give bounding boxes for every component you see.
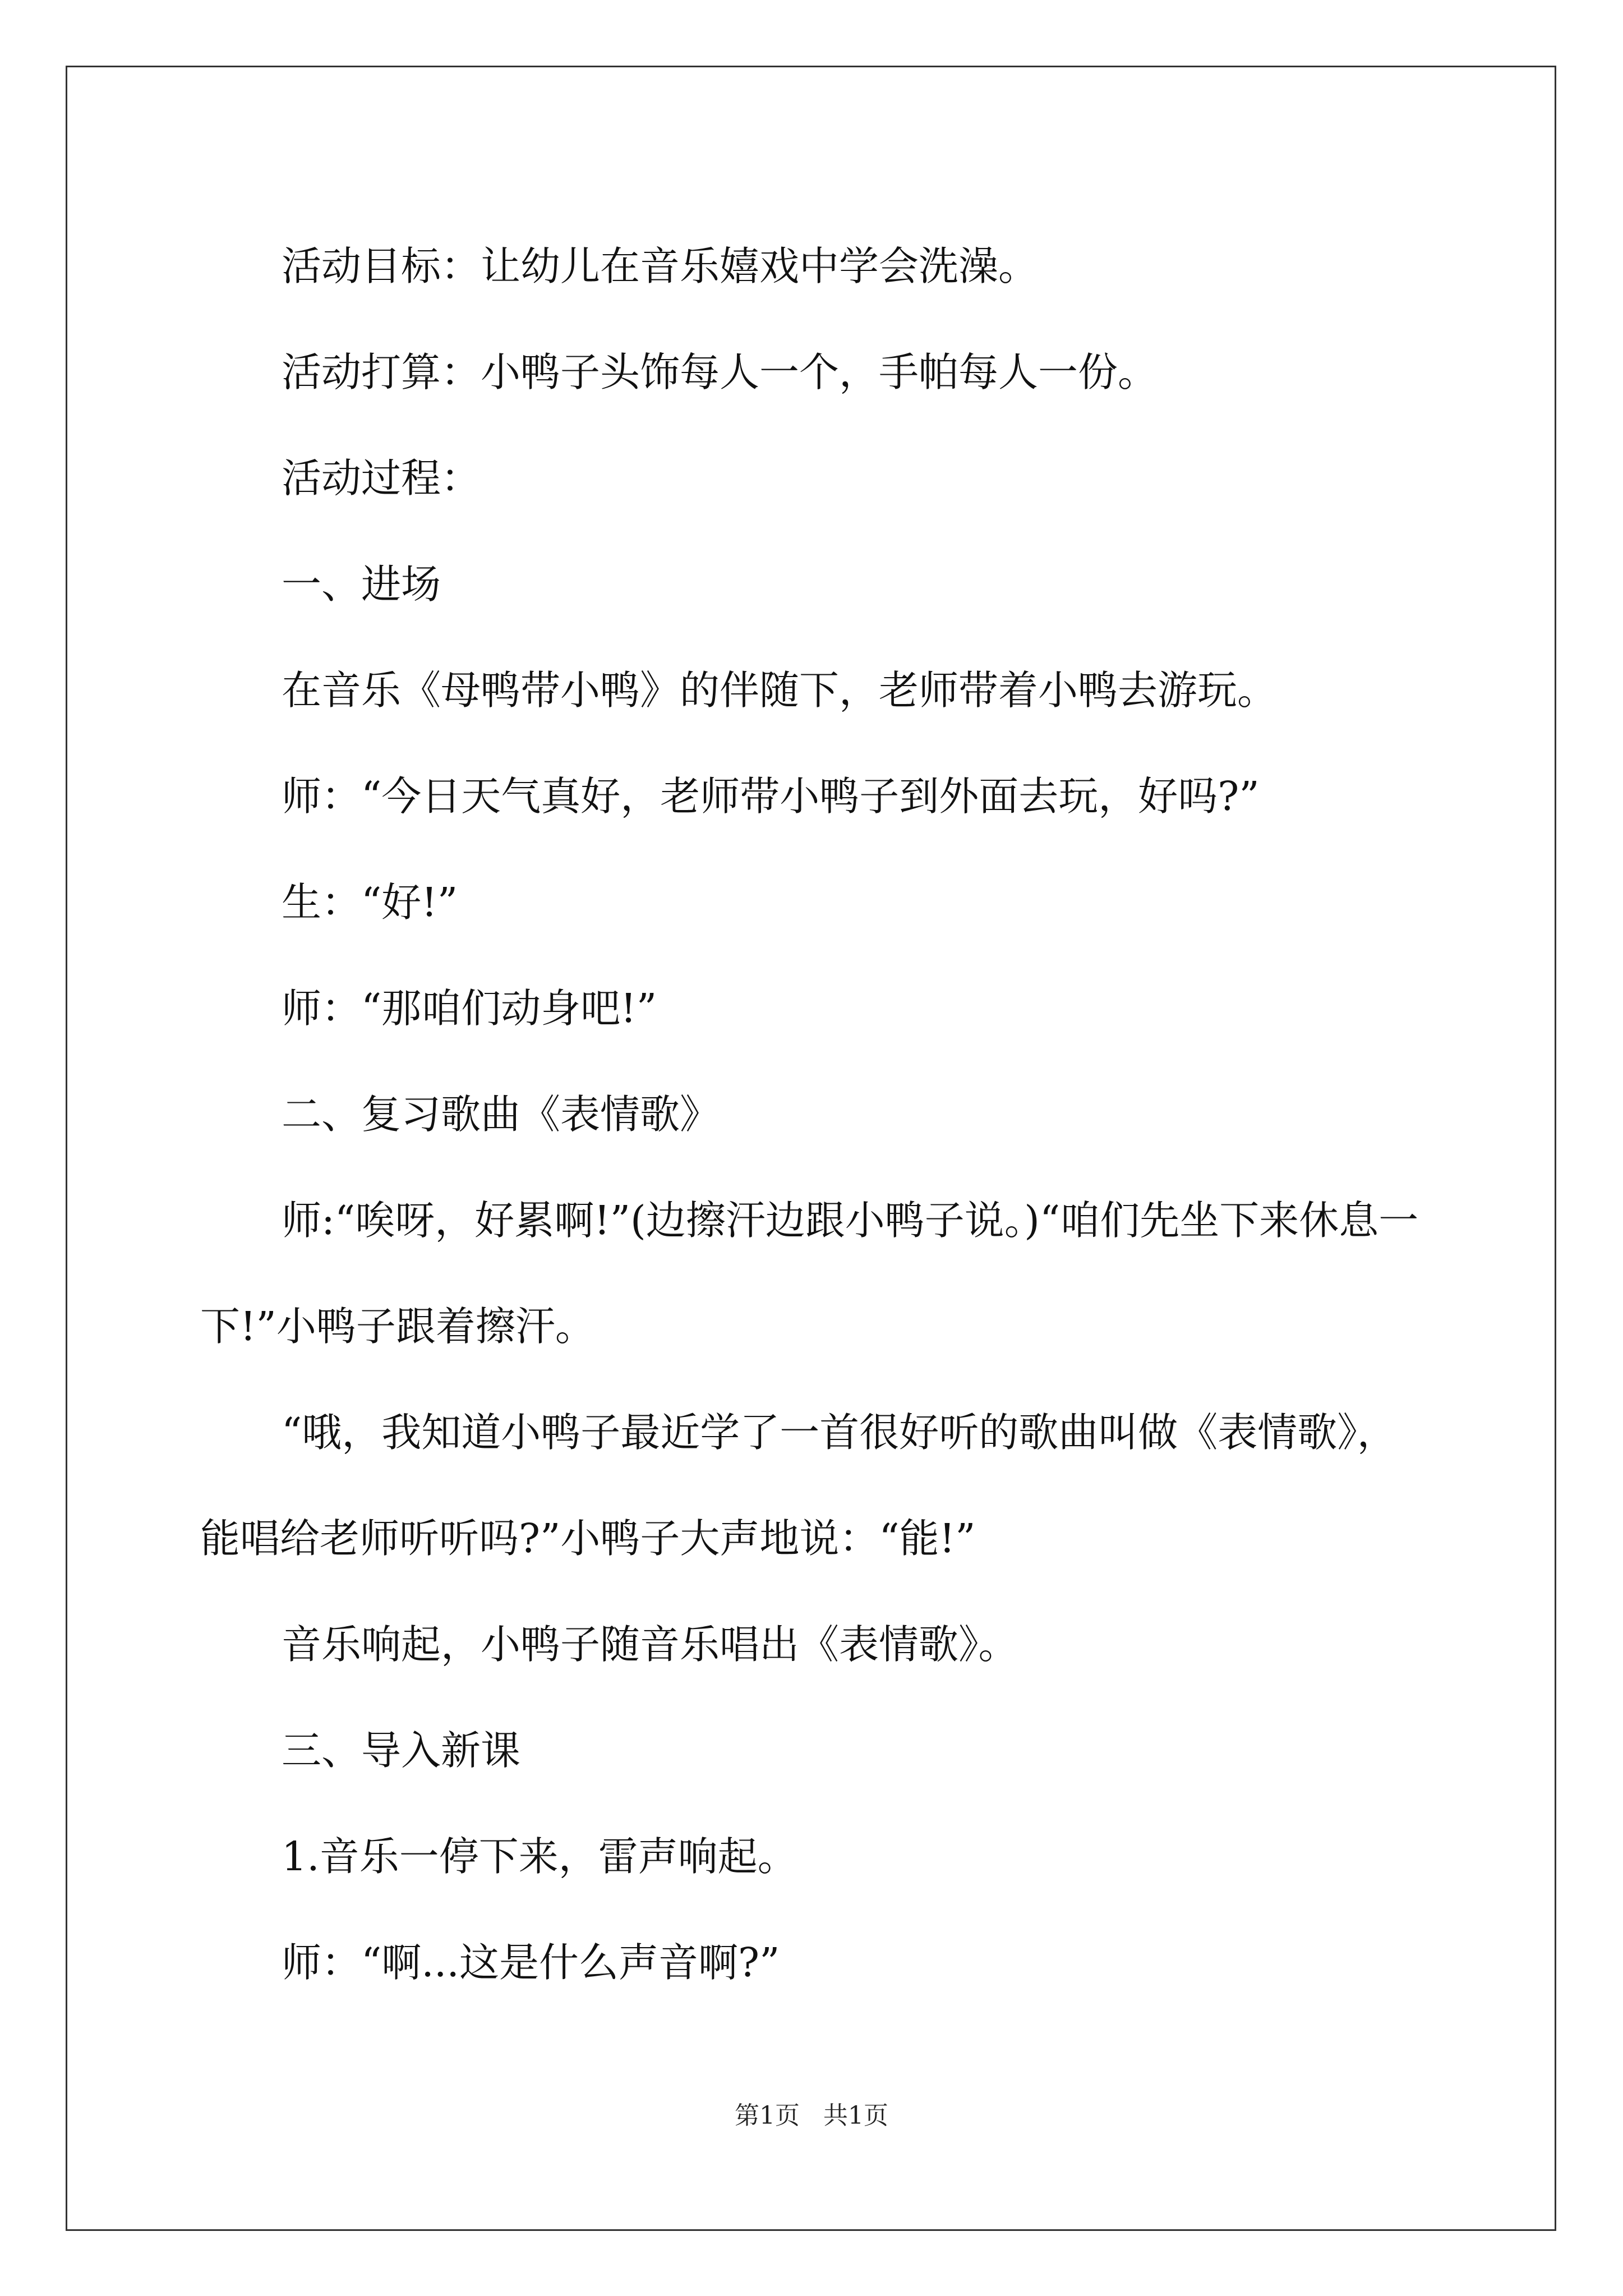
- paragraph-activity-process: 活动过程：: [282, 455, 481, 501]
- paragraph-activity-goal: 活动目标：让幼儿在音乐嬉戏中学会洗澡。: [282, 243, 1039, 289]
- paragraph-teacher-tired: 师:“唉呀，好累啊!”(边擦汗边跟小鸭子说。)“咱们先坐下来休息一下!”小鸭子跟着擦汗。: [200, 1197, 1419, 1350]
- paragraph-activity-preparation: 活动打算：小鸭子头饰每人一个，手帕每人一份。: [282, 349, 1158, 395]
- document-body: [200, 213, 1434, 2016]
- section-heading-review-song: 二、复习歌曲《表情歌》: [282, 1091, 720, 1138]
- paragraph-teacher-weather: 师：“今日天气真好，老师带小鸭子到外面去玩，好吗?”: [282, 773, 1260, 820]
- paragraph-music-sing: 音乐响起，小鸭子随音乐唱出《表情歌》。: [282, 1621, 1018, 1668]
- page-footer: 第1页 共1页: [735, 2101, 888, 2130]
- paragraph-teacher-go: 师：“那咱们动身吧!”: [282, 985, 657, 1032]
- paragraph-teacher-sound: 师：“啊...这是什么声音啊?”: [282, 1939, 780, 1986]
- paragraph-music-entrance: 在音乐《母鸭带小鸭》的伴随下，老师带着小鸭去游玩。: [282, 667, 1278, 714]
- section-heading-entrance: 一、进场: [282, 561, 441, 608]
- paragraph-student-reply: 生：“好!”: [282, 879, 458, 926]
- section-heading-new-lesson: 三、导入新课: [282, 1727, 521, 1774]
- paragraph-thunder: 1.音乐一停下来，雷声响起。: [282, 1833, 797, 1880]
- paragraph-emotion-song-request: “哦，我知道小鸭子最近学了一首很好听的歌曲叫做《表情歌》，能唱给老师听听吗?”小鸭子大声地说：“能!”: [200, 1409, 1397, 1562]
